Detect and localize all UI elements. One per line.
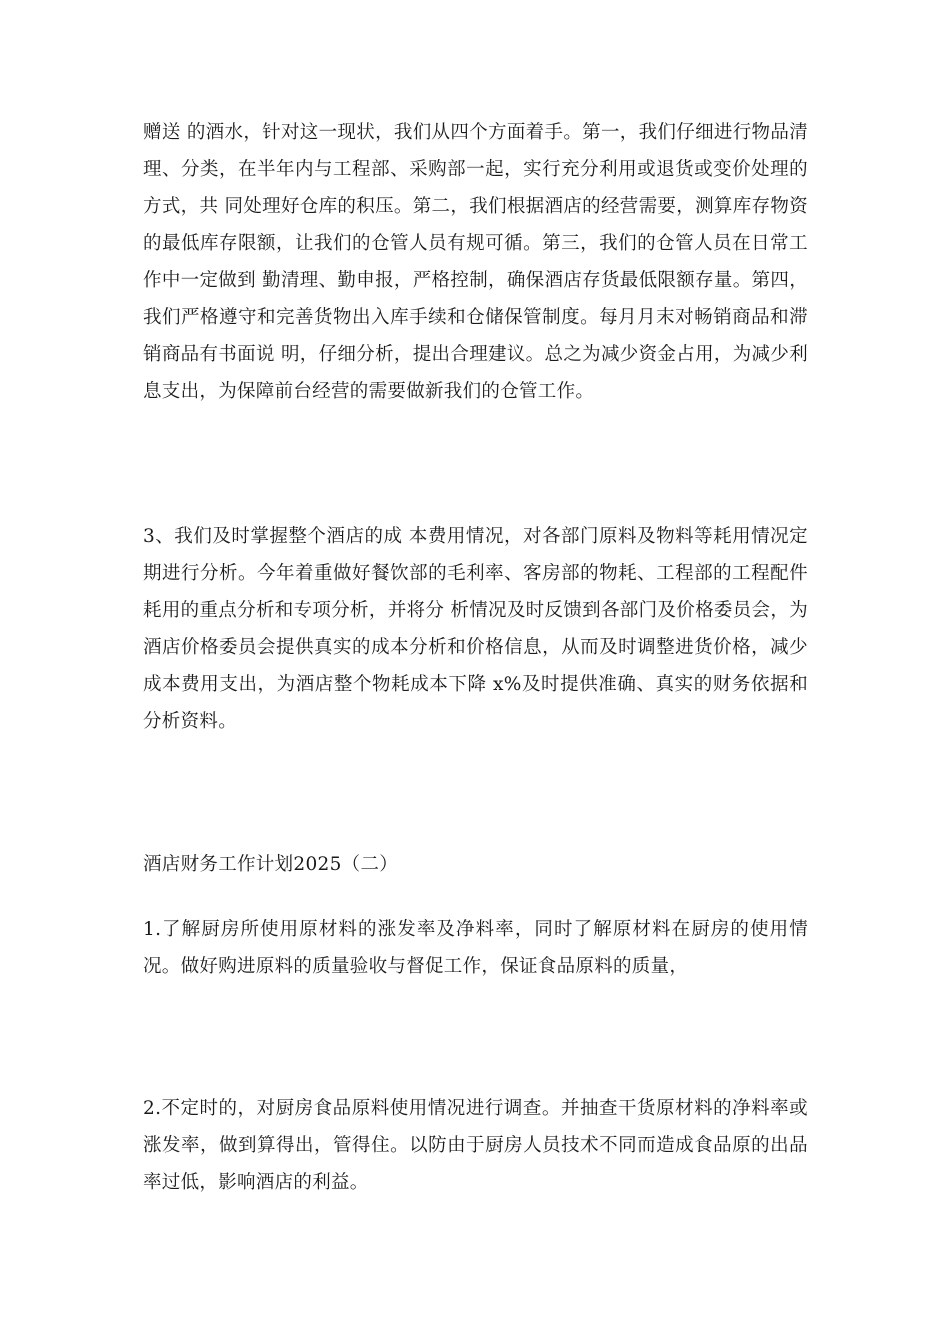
- paragraph-item-2: 2.不定时的，对厨房食品原料使用情况进行调查。并抽查干货原材料的净料率或涨发率，做到算得出，管得住。以防由于厨房人员技术不同而造成食品原的出品率过低，影响酒店的利益。: [143, 1098, 808, 1193]
- paragraph-inventory-management: 赠送 的酒水，针对这一现状，我们从四个方面着手。第一，我们仔细进行物品清理、分类，在半年内与工程部、采购部一起，实行充分利用或退货或变价处理的方式，共 同处理好仓库的积压。第二，我们根据酒店的经营需要，测算库存物资的最低库存限额，让我们的仓管人员有规可循。第三，我们的仓管人员在日常工作中一定做到 勤清理、勤申报，严格控制，确保酒店存货最低限额存量。第四，我们严格遵守和完善货物出入库手续和仓储保管制度。每月月末对畅销商品和滞销商品有书面说 明，仔细分析，提出合理建议。总之为减少资金占用，为减少利息支出，为保障前台经营的需要做新我们的仓管工作。: [143, 122, 808, 402]
- paragraph-item-1: 1.了解厨房所使用原材料的涨发率及净料率，同时了解原材料在厨房的使用情况。做好购进原料的质量验收与督促工作，保证食品原料的质量，: [143, 919, 808, 977]
- paragraph-cost-analysis: 3、我们及时掌握整个酒店的成 本费用情况，对各部门原料及物料等耗用情况定期进行分析。今年着重做好餐饮部的毛利率、客房部的物耗、工程部的工程配件耗用的重点分析和专项分析，并将分 析情况及时反馈到各部门及价格委员会，为酒店价格委员会提供真实的成本分析和价格信息，从而及时调整进货价格，减少成本费用支出，为酒店整个物耗成本下降 x%及时提供准确、真实的财务依据和分析资料。: [143, 526, 808, 732]
- section-heading: 酒店财务工作计划2025（二）: [143, 854, 399, 875]
